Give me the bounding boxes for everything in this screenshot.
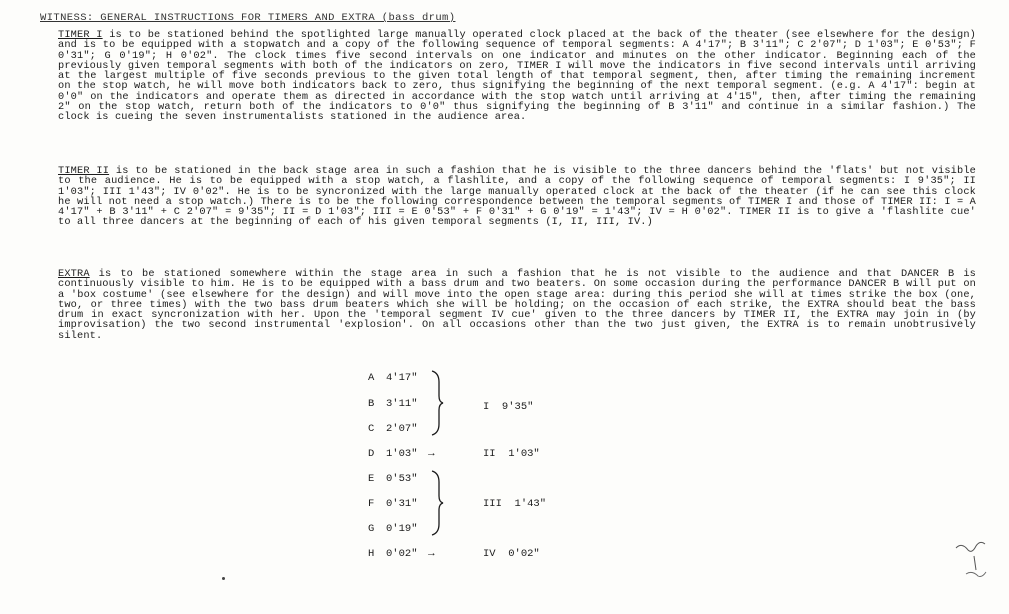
document-heading: WITNESS: GENERAL INSTRUCTIONS FOR TIMERS AND EXTRA (bass drum)	[40, 12, 456, 24]
timer-2-text: is to be stationed in the back stage area in such a fashion that he is visible to the three dancers behind the 'flats' but not visible to the audience. He is to be equipped with a stop watch, a flashlite, and a copy of the following sequence of temporal segments: I 9'35"; II 1'03"; III 1'43"; IV 0'02". He is to be syncronized with the large manually operated clock at the back of the theater (if he can see this clock he will not need a stop watch.) There is to be the following correspondence between the temporal segments of TIMER I and those of TIMER II: I = A 4'17" + B 3'11" + C 2'07" = 9'35"; II = D 1'03"; III = E 0'53" + F 0'31" + G 0'19" = 1'43"; IV = H 0'02". TIMER II is to give a 'flashlite cue' to all three dancers at the beginning of each of his given temporal segments (I, II, III, IV.)	[58, 165, 977, 229]
brace-icon	[430, 370, 444, 436]
extra-text: is to be stationed somewhere within the stage area in such a fashion that he is not visible to the audience and that DANCER B is continuously visible to him. He is to be equipped with a bass drum and two beaters. On some occasion during the performance DANCER B will put on a 'box costume' (see elsewhere for the design) and will move into the open stage area: during this period she will at times strike the box (one, two, or three times) with the two bass drum beaters which she will be holding; on the occasion of each strike, the EXTRA should beat the bass drum in exact syncronization with her. Upon the 'temporal segment IV cue' given to the three dancers by TIMER II, the EXTRA may join in (by improvisation) the two second instrumental 'explosion'. On all occasions other than the two just given, the EXTRA is to remain unobtrusively silent.	[58, 268, 976, 342]
segment-row-g: G 0'19"	[368, 523, 418, 535]
segment-row-b: B 3'11"	[368, 398, 418, 410]
segment-correspondence-table	[368, 372, 588, 562]
segment-row-h: H 0'02"	[368, 548, 418, 560]
timer-1-text: is to be stationed behind the spotlighted large manually operated clock placed at the back of the theater (see elsewhere for the design) and is to be equipped with a stopwatch and a copy of the following sequence of temporal segments: A 4'17"; B 3'11"; C 2'07"; D 1'03"; E 0'53"; F 0'31"; G 0'19"; H 0'02". The clock times five second intervals on one indicator and minutes on the other indicator. Beginning each of the previously given temporal segments with both of the indicators on zero, TIMER I will move the indicators in five second intervals until arriving at the largest multiple of five seconds previous to the given total length of that temporal segment, then, after timing the remaining increment on the stop watch, he will move both indicators back to zero, thus signifying the beginning of the next temporal segment. (e.g. A 4'17": begin at 0'0" on the indicators and operate them as directed in accordance with the stop watch until arriving at 4'15", then, after timing the remaining 2" on the stop watch, return both of the indicators to 0'0" thus signifying the beginning of B 3'11" and continue in a similar fashion.) The clock is cueing the seven instrumentalists stationed in the audience area.	[58, 29, 977, 124]
timer-1-lead: TIMER I	[58, 29, 103, 41]
arrow-right-icon: →	[428, 448, 435, 460]
arrow-right-icon: →	[428, 548, 435, 560]
extra-lead: EXTRA	[58, 268, 90, 280]
brace-icon	[430, 470, 444, 536]
segment-row-e: E 0'53"	[368, 473, 418, 485]
segment-row-f: F 0'31"	[368, 498, 418, 510]
group-ii: II 1'03"	[483, 448, 540, 460]
segment-row-c: C 2'07"	[368, 423, 418, 435]
group-iii: III 1'43"	[483, 498, 547, 510]
handwritten-mark-icon	[952, 528, 992, 584]
group-iv: IV 0'02"	[483, 548, 540, 560]
extra-paragraph	[58, 269, 976, 341]
group-i: I 9'35"	[483, 401, 534, 413]
timer-2-paragraph	[58, 166, 976, 228]
speck-dot	[222, 577, 225, 580]
segment-row-d: D 1'03"	[368, 448, 418, 460]
segment-row-a: A 4'17"	[368, 372, 418, 384]
timer-1-paragraph	[58, 30, 976, 123]
timer-2-lead: TIMER II	[58, 165, 110, 177]
